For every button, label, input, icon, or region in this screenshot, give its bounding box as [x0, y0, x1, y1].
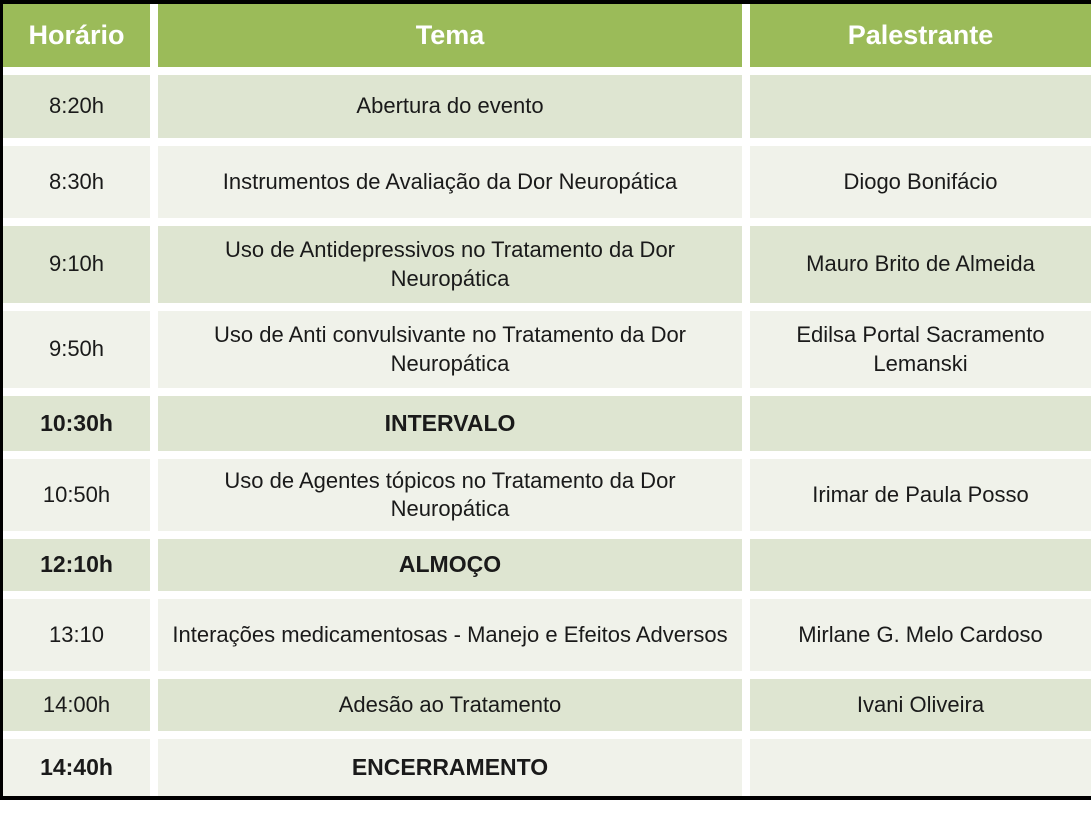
topic-cell: ENCERRAMENTO: [158, 739, 742, 796]
time-cell: 12:10h: [3, 539, 150, 591]
speaker-cell: Irimar de Paula Posso: [750, 459, 1091, 531]
speaker-cell: Ivani Oliveira: [750, 679, 1091, 731]
topic-cell: Uso de Antidepressivos no Tratamento da Dor Neuropática: [158, 226, 742, 303]
time-cell: 13:10: [3, 599, 150, 671]
speaker-cell: Edilsa Portal Sacramento Lemanski: [750, 311, 1091, 388]
time-cell: 8:20h: [3, 75, 150, 138]
topic-cell: ALMOÇO: [158, 539, 742, 591]
time-cell: 10:50h: [3, 459, 150, 531]
speaker-cell: Diogo Bonifácio: [750, 146, 1091, 218]
column-header-tema: Tema: [158, 4, 742, 67]
time-cell: 8:30h: [3, 146, 150, 218]
speaker-cell: [750, 396, 1091, 451]
speaker-cell: Mauro Brito de Almeida: [750, 226, 1091, 303]
schedule-table: [3, 4, 1091, 796]
time-cell: 9:10h: [3, 226, 150, 303]
speaker-cell: Mirlane G. Melo Cardoso: [750, 599, 1091, 671]
column-header-palestrante: Palestrante: [750, 4, 1091, 67]
topic-cell: Uso de Agentes tópicos no Tratamento da Dor Neuropática: [158, 459, 742, 531]
topic-cell: INTERVALO: [158, 396, 742, 451]
topic-cell: Abertura do evento: [158, 75, 742, 138]
topic-cell: Instrumentos de Avaliação da Dor Neuropática: [158, 146, 742, 218]
time-cell: 9:50h: [3, 311, 150, 388]
speaker-cell: [750, 739, 1091, 796]
speaker-cell: [750, 75, 1091, 138]
speaker-cell: [750, 539, 1091, 591]
topic-cell: Adesão ao Tratamento: [158, 679, 742, 731]
topic-cell: Interações medicamentosas - Manejo e Efeitos Adversos: [158, 599, 742, 671]
topic-cell: Uso de Anti convulsivante no Tratamento da Dor Neuropática: [158, 311, 742, 388]
time-cell: 14:00h: [3, 679, 150, 731]
time-cell: 14:40h: [3, 739, 150, 796]
time-cell: 10:30h: [3, 396, 150, 451]
column-header-horario: Horário: [3, 4, 150, 67]
